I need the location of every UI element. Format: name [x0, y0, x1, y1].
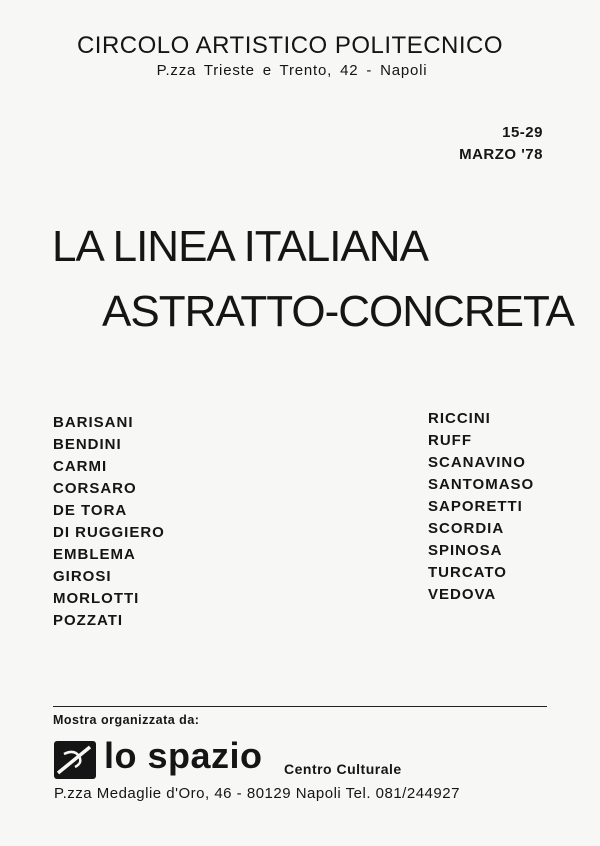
artist-name: BARISANI — [53, 414, 134, 431]
lo-spazio-logo-icon — [54, 741, 96, 779]
logo-subtitle: Centro Culturale — [284, 761, 402, 777]
artist-name: RICCINI — [428, 410, 491, 427]
artist-name: VEDOVA — [428, 586, 497, 603]
exhibition-title-line2: ASTRATTO-CONCRETA — [102, 287, 574, 336]
artist-name: POZZATI — [53, 612, 124, 629]
exhibition-dates — [459, 122, 543, 166]
artist-name: DI RUGGIERO — [53, 524, 165, 541]
date-range: 15-29 — [502, 124, 543, 141]
artist-name: SPINOSA — [428, 542, 503, 559]
artist-name: EMBLEMA — [53, 546, 136, 563]
lo-spazio-logo-text: lo spazio — [104, 735, 263, 776]
organized-by-label: Mostra organizzata da: — [53, 713, 200, 727]
artist-name: SAPORETTI — [428, 498, 523, 515]
artist-name: SANTOMASO — [428, 476, 535, 493]
organization-address: P.zza Trieste e Trento, 42 - Napoli — [156, 62, 428, 79]
contact-info: P.zza Medaglie d'Oro, 46 - 80129 Napoli Tel. 081/244927 — [54, 785, 460, 802]
artist-name: SCANAVINO — [428, 454, 526, 471]
exhibition-title-line1: LA LINEA ITALIANA — [52, 222, 428, 271]
artist-name: BENDINI — [53, 436, 122, 453]
artist-name: RUFF — [428, 432, 472, 449]
organization-name: CIRCOLO ARTISTICO POLITECNICO — [76, 32, 504, 59]
date-month-year: MARZO '78 — [459, 146, 543, 163]
artist-name: GIROSI — [53, 568, 112, 585]
artist-list-left — [53, 412, 165, 632]
artist-name: TURCATO — [428, 564, 507, 581]
artist-name: CARMI — [53, 458, 108, 475]
artist-name: MORLOTTI — [53, 590, 140, 607]
artist-name: DE TORA — [53, 502, 128, 519]
artist-list-right — [428, 408, 534, 606]
artist-name: CORSARO — [53, 480, 137, 497]
artist-name: SCORDIA — [428, 520, 505, 537]
footer-divider — [53, 706, 547, 707]
